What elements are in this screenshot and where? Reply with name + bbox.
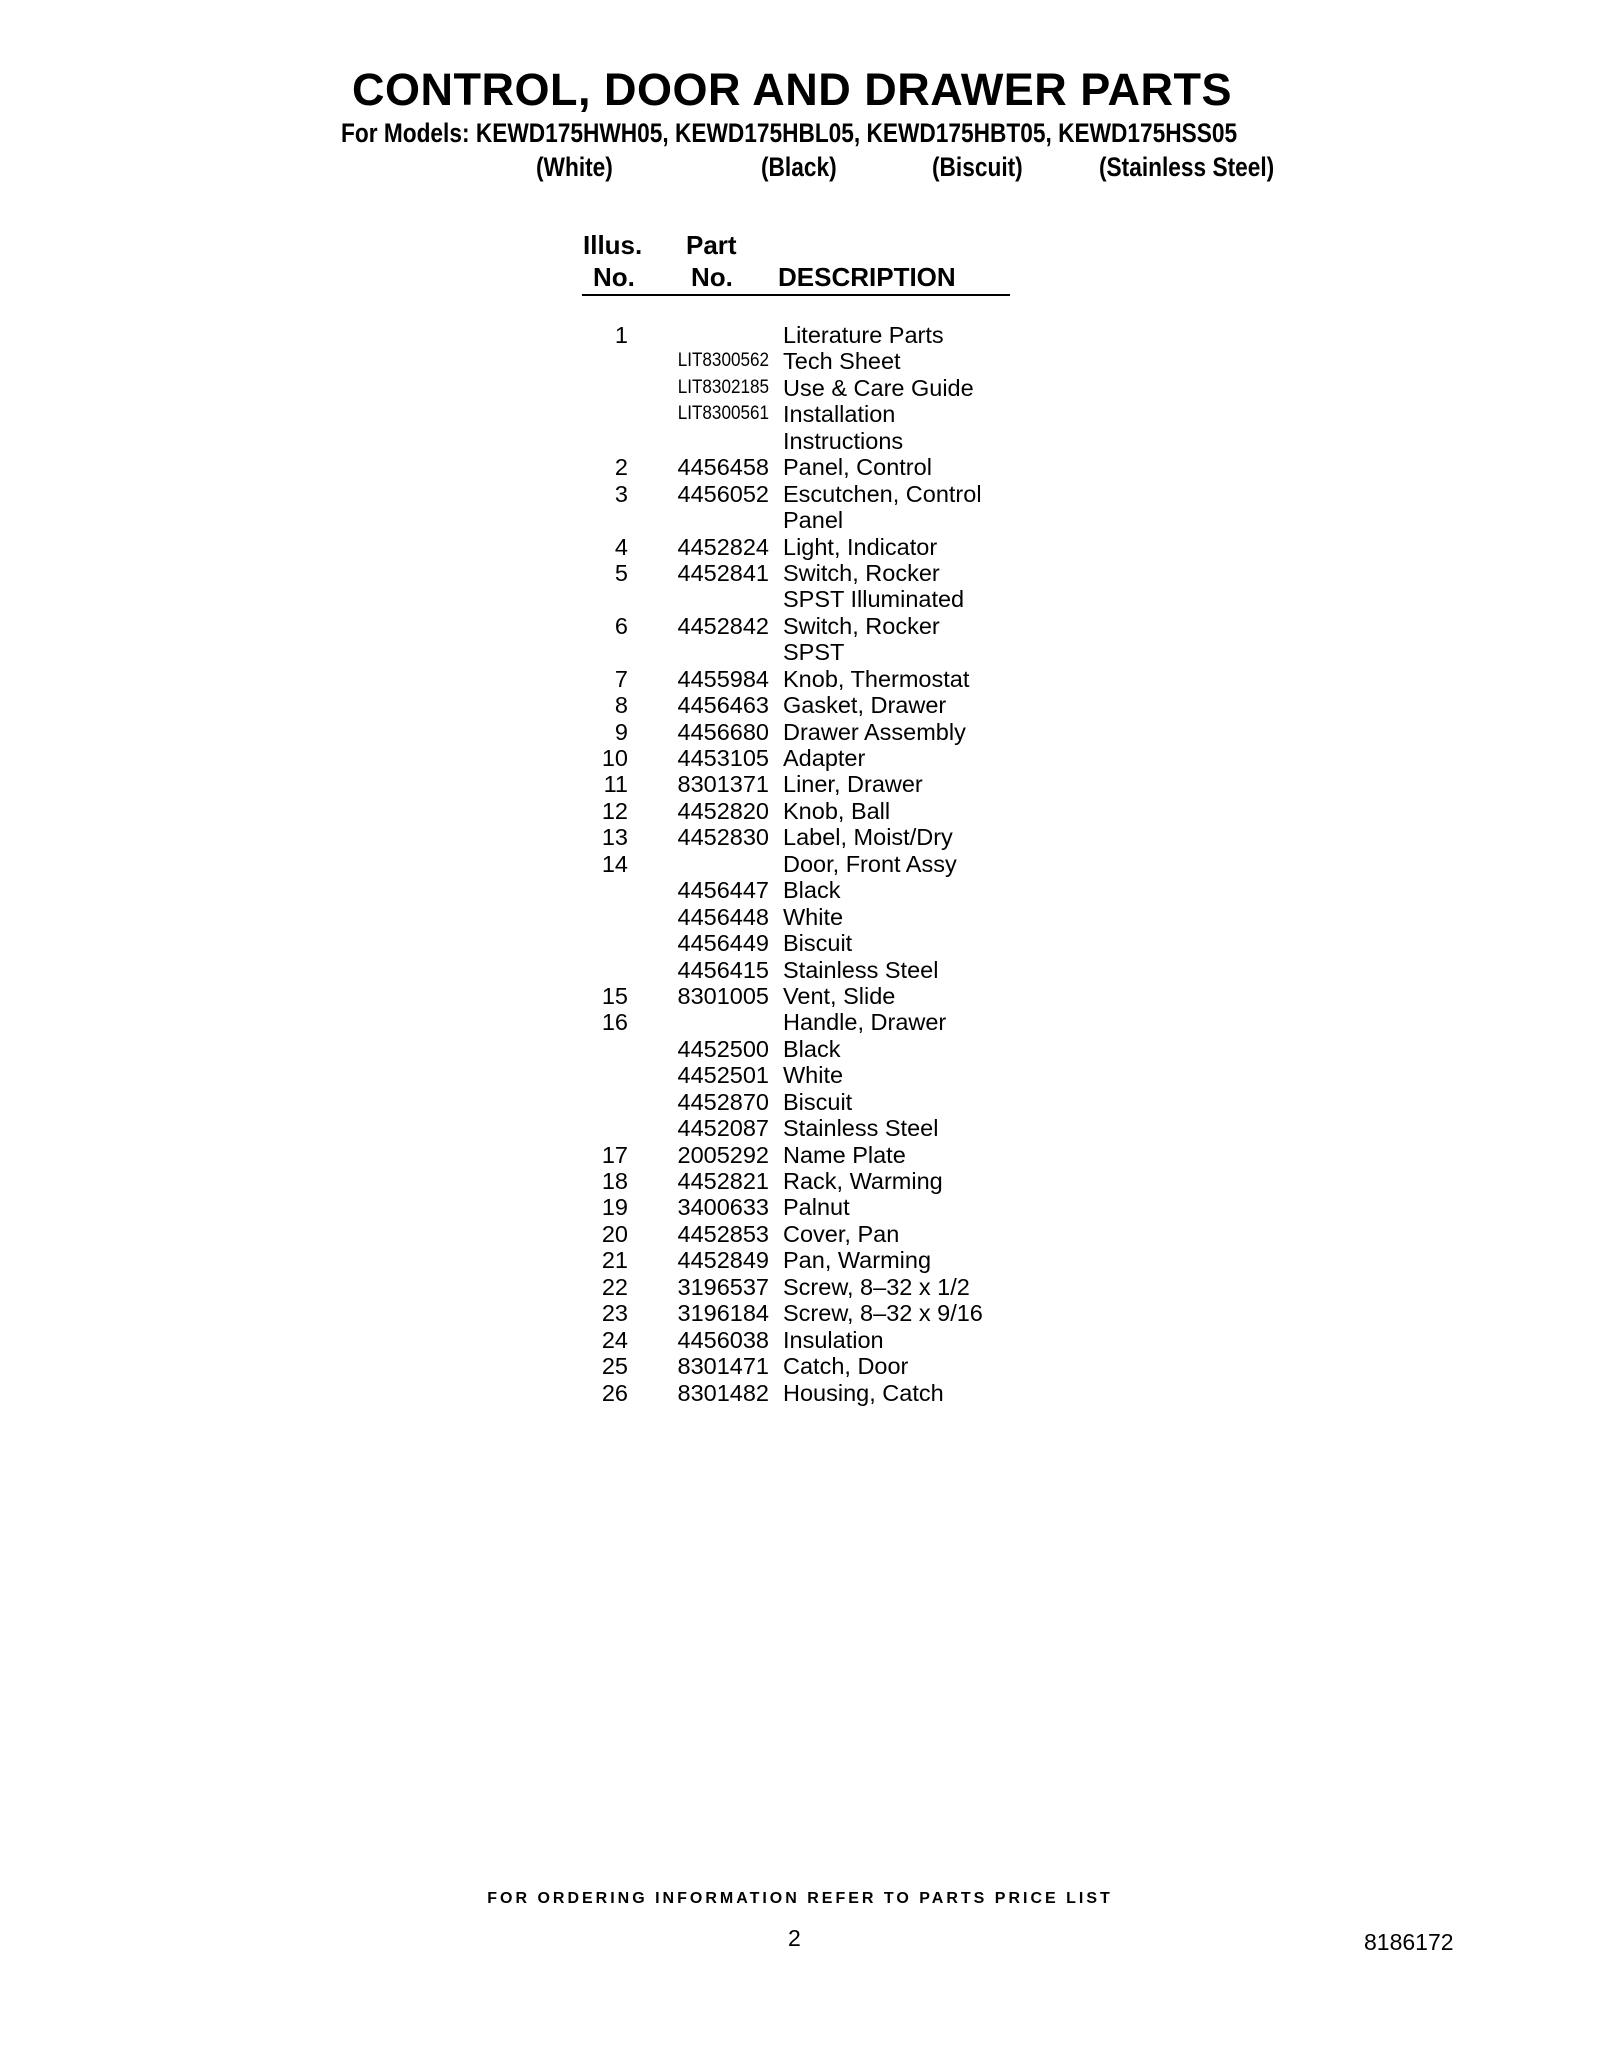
part-number: 8301371: [677, 771, 769, 798]
part-number: 3400633: [677, 1194, 769, 1221]
table-row: [570, 1380, 1110, 1406]
illus-number: 25: [601, 1353, 628, 1380]
part-number: 4452500: [677, 1035, 769, 1062]
part-number: 4452830: [677, 824, 769, 851]
table-row: [570, 534, 1110, 560]
illus-number: 19: [601, 1194, 628, 1221]
document-number: 8186172: [1364, 1929, 1454, 1955]
header-underline: [582, 294, 1010, 296]
part-number: 4456449: [677, 930, 769, 957]
table-row: [570, 824, 1110, 850]
part-description: Black: [783, 1035, 841, 1062]
illus-number: 11: [603, 771, 628, 798]
table-row: [570, 692, 1110, 718]
table-row: [570, 1036, 1110, 1062]
part-number: 8301471: [677, 1353, 769, 1380]
part-description: Liner, Drawer: [783, 771, 923, 798]
part-number: 4456680: [677, 718, 769, 745]
part-description: Tech Sheet: [783, 348, 901, 375]
part-description: SPST Illuminated: [783, 586, 965, 613]
color-black: (Black): [761, 152, 837, 182]
table-row: [570, 957, 1110, 983]
part-number: 4456447: [677, 877, 769, 904]
part-number: 4456038: [677, 1326, 769, 1353]
table-row: [570, 560, 1110, 586]
column-header-illus: Illus.: [583, 230, 643, 260]
part-description: Panel: [783, 507, 844, 534]
part-description: Panel, Control: [783, 454, 932, 481]
illus-number: 24: [601, 1326, 628, 1353]
illus-number: 6: [614, 612, 628, 639]
part-description: Biscuit: [783, 1088, 853, 1115]
table-row: [570, 666, 1110, 692]
part-description: Biscuit: [783, 930, 853, 957]
column-header-part: Part: [686, 230, 737, 260]
part-description: Installation: [783, 401, 896, 428]
part-number: 4452821: [677, 1168, 769, 1194]
column-header-part-no: No.: [691, 262, 733, 292]
page-number: 2: [788, 1925, 801, 1951]
illus-number: 18: [601, 1168, 628, 1194]
ordering-note: FOR ORDERING INFORMATION REFER TO PARTS PRICE LIST: [487, 1890, 1113, 1907]
part-description: White: [783, 1062, 844, 1089]
part-number: 4452824: [677, 533, 769, 560]
part-description: Drawer Assembly: [783, 718, 966, 745]
part-number: 8301482: [677, 1379, 769, 1406]
part-number: 8301005: [677, 982, 769, 1009]
part-description: Door, Front Assy: [783, 850, 957, 877]
models-line: For Models: KEWD175HWH05, KEWD175HBL05, KEWD175HBT05, KEWD175HSS05: [341, 118, 1238, 148]
part-number: 4456448: [677, 903, 769, 930]
part-description: Switch, Rocker: [783, 612, 940, 639]
table-row: [570, 798, 1110, 824]
illus-number: 4: [614, 533, 628, 560]
part-number: 4456463: [677, 692, 769, 719]
table-row: [570, 454, 1110, 480]
part-description: Escutchen, Control: [783, 480, 982, 507]
part-number: 4452842: [677, 612, 769, 639]
table-row: [570, 1194, 1110, 1220]
table-row: [570, 1247, 1110, 1273]
part-number: 2005292: [677, 1141, 769, 1168]
column-header-description: DESCRIPTION: [778, 262, 956, 292]
table-row: [570, 639, 1110, 665]
table-row: [570, 507, 1110, 533]
part-number: 4452820: [677, 797, 769, 824]
table-row: [570, 904, 1110, 930]
page-title: CONTROL, DOOR AND DRAWER PARTS: [352, 64, 1232, 115]
part-description: Cover, Pan: [783, 1220, 900, 1247]
table-row: [570, 586, 1110, 612]
part-description: White: [783, 903, 844, 930]
part-number: 4456458: [677, 454, 769, 481]
column-header-illus-no: No.: [593, 262, 635, 292]
illus-number: 20: [601, 1220, 628, 1247]
illus-number: 1: [614, 322, 628, 348]
part-number: 4452841: [677, 559, 769, 586]
part-number: 4455984: [677, 665, 769, 692]
illus-number: 21: [601, 1247, 628, 1274]
part-description: Name Plate: [783, 1141, 906, 1168]
table-row: [570, 1115, 1110, 1141]
table-row: [570, 983, 1110, 1009]
part-description: Knob, Thermostat: [783, 665, 970, 692]
part-number: LIT8300562: [677, 350, 769, 372]
table-row: [570, 1142, 1110, 1168]
part-number: LIT8300561: [677, 403, 769, 425]
part-number: 4452870: [677, 1088, 769, 1115]
table-row: [570, 1221, 1110, 1247]
part-description: Gasket, Drawer: [783, 692, 947, 719]
table-row: [570, 1327, 1110, 1353]
part-description: Switch, Rocker: [783, 559, 940, 586]
part-description: Housing, Catch: [783, 1379, 944, 1406]
part-description: Screw, 8–32 x 1/2: [783, 1273, 970, 1300]
table-row: [570, 719, 1110, 745]
illus-number: 23: [601, 1300, 628, 1327]
part-number: 3196537: [677, 1273, 769, 1300]
part-description: Use & Care Guide: [783, 374, 974, 401]
table-row: [570, 375, 1110, 401]
part-number: 4456415: [677, 956, 769, 983]
table-row: [570, 401, 1110, 427]
part-description: Pan, Warming: [783, 1247, 932, 1274]
illus-number: 26: [601, 1379, 628, 1406]
illus-number: 14: [601, 850, 628, 877]
part-description: Stainless Steel: [783, 956, 939, 983]
part-description: Light, Indicator: [783, 533, 938, 560]
illus-number: 7: [614, 665, 628, 692]
table-row: [570, 1353, 1110, 1379]
table-row: [570, 930, 1110, 956]
illus-number: 3: [614, 480, 628, 507]
part-number: 4452849: [677, 1247, 769, 1274]
part-description: Literature Parts: [783, 322, 944, 348]
table-row: [570, 1300, 1110, 1326]
illus-number: 17: [601, 1141, 628, 1168]
part-number: 4452853: [677, 1220, 769, 1247]
part-description: Stainless Steel: [783, 1115, 939, 1142]
part-number: 4456052: [677, 480, 769, 507]
illus-number: 22: [601, 1273, 628, 1300]
illus-number: 15: [601, 982, 628, 1009]
table-row: [570, 322, 1110, 348]
part-description: Knob, Ball: [783, 797, 891, 824]
illus-number: 2: [614, 454, 628, 481]
illus-number: 9: [614, 718, 628, 745]
illus-number: 8: [614, 692, 628, 719]
part-description: Screw, 8–32 x 9/16: [783, 1300, 983, 1327]
part-description: Handle, Drawer: [783, 1009, 947, 1036]
table-row: [570, 348, 1110, 374]
part-description: Insulation: [783, 1326, 884, 1353]
color-biscuit: (Biscuit): [932, 152, 1023, 182]
table-row: [570, 1009, 1110, 1035]
part-description: Palnut: [783, 1194, 850, 1221]
illus-number: 13: [601, 824, 628, 851]
part-number: 4453105: [677, 745, 769, 771]
part-description: Label, Moist/Dry: [783, 824, 953, 851]
color-white: (White): [536, 152, 613, 182]
part-description: Rack, Warming: [783, 1168, 943, 1194]
part-number: 3196184: [677, 1300, 769, 1327]
illus-number: 5: [614, 559, 628, 586]
table-row: [570, 1274, 1110, 1300]
part-number: 4452087: [677, 1115, 769, 1142]
illus-number: 16: [601, 1009, 628, 1036]
table-row: [570, 1168, 1110, 1194]
table-row: [570, 1062, 1110, 1088]
table-row: [570, 851, 1110, 877]
part-description: SPST: [783, 639, 845, 666]
part-description: Black: [783, 877, 841, 904]
part-description: Instructions: [783, 427, 904, 454]
table-row: [570, 1089, 1110, 1115]
part-number: 4452501: [677, 1062, 769, 1089]
illus-number: 10: [601, 745, 628, 771]
illus-number: 12: [601, 797, 628, 824]
table-row: [570, 428, 1110, 454]
table-row: [570, 613, 1110, 639]
part-description: Adapter: [783, 745, 866, 771]
color-stainless: (Stainless Steel): [1099, 152, 1275, 182]
table-row: [570, 771, 1110, 797]
table-row: [570, 745, 1110, 771]
table-row: [570, 481, 1110, 507]
parts-list: [570, 322, 1110, 1406]
part-description: Vent, Slide: [783, 982, 896, 1009]
part-description: Catch, Door: [783, 1353, 909, 1380]
table-row: [570, 877, 1110, 903]
part-number: LIT8302185: [677, 376, 769, 398]
